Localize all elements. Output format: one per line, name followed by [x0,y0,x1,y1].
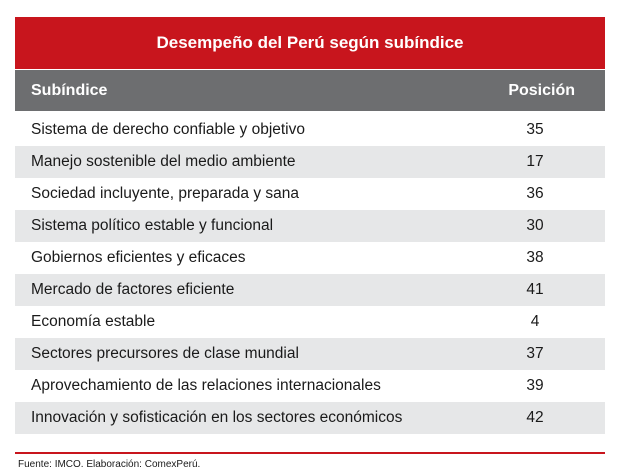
table-row [15,242,605,274]
table-header [15,70,605,111]
row-posicion: 41 [526,281,544,298]
table-row [15,146,605,178]
row-subindice: Sectores precursores de clase mundial [31,345,299,362]
row-posicion: 4 [530,313,540,330]
table-title: Desempeño del Perú según subíndice [15,17,605,69]
row-posicion: 37 [526,345,544,362]
row-subindice: Mercado de factores eficiente [31,281,235,298]
table-row [15,306,605,338]
row-subindice: Innovación y sofisticación en los sectores económicos [31,409,403,426]
table-body [15,114,605,434]
row-posicion: 36 [526,185,544,202]
row-subindice: Gobiernos eficientes y eficaces [31,249,246,266]
row-posicion: 30 [526,217,544,234]
table-row [15,178,605,210]
row-posicion: 17 [526,153,544,170]
footer-divider [15,452,605,454]
header-posicion: Posición [508,81,575,99]
row-subindice: Sociedad incluyente, preparada y sana [31,185,299,202]
row-subindice: Aprovechamiento de las relaciones internacionales [31,377,381,394]
row-subindice: Sistema político estable y funcional [31,217,274,234]
row-posicion: 42 [526,409,544,426]
header-subindice: Subíndice [31,81,108,99]
source-note: Fuente: IMCO. Elaboración: ComexPerú. [18,459,201,470]
row-subindice: Sistema de derecho confiable y objetivo [31,121,305,138]
table-row [15,114,605,146]
table-row [15,370,605,402]
row-subindice: Manejo sostenible del medio ambiente [31,153,296,170]
row-posicion: 39 [526,377,544,394]
table-row [15,338,605,370]
row-subindice: Economía estable [31,313,156,330]
row-posicion: 38 [526,249,544,266]
table-row [15,210,605,242]
table-row [15,274,605,306]
row-posicion: 35 [526,121,544,138]
table-row [15,402,605,434]
